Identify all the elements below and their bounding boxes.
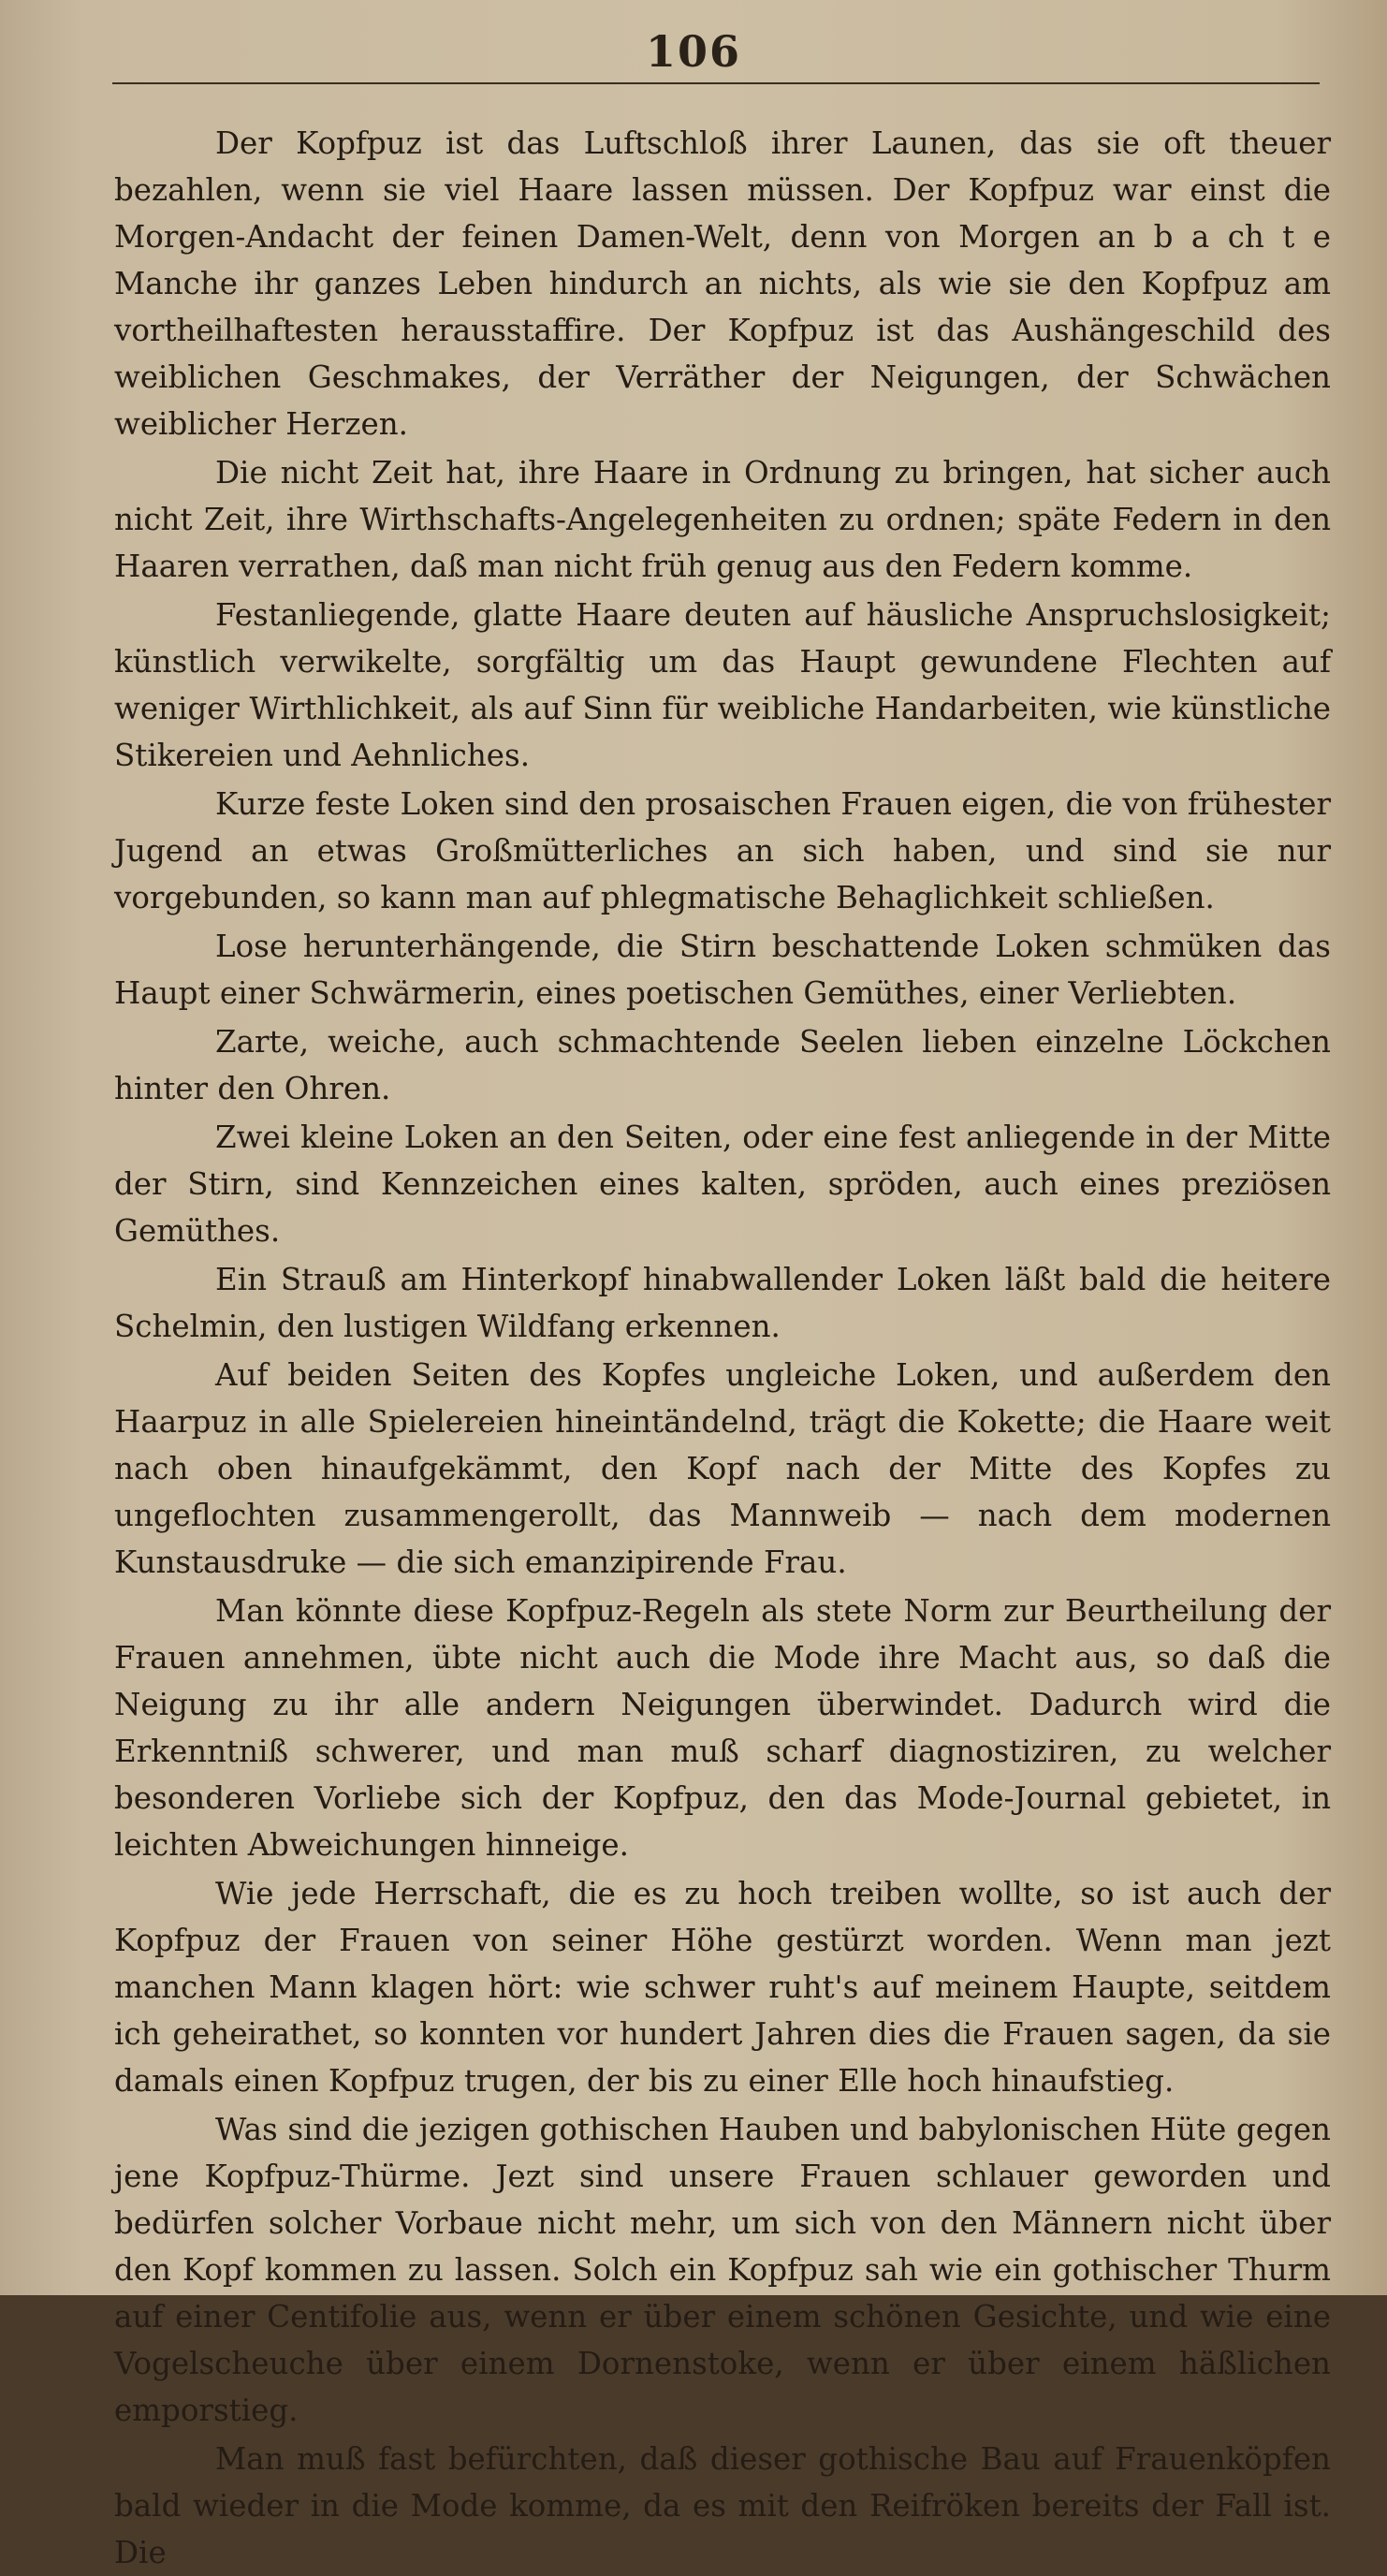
paragraph-10: Man könnte diese Kopfpuz-Regeln als stete Norm zur Beurtheilung der Frauen annehmen, übte nicht auch die Mode ihre Macht aus, so daß die Neigung zu ihr alle andern Neigungen überwindet. Dadurch wird die Erkenntniß schwerer, und man muß scharf diagnostiziren, zu welcher besonderen Vorliebe sich der Kopfpuz, den das Mode-Journal gebietet, in leichten Abweichungen hinneige. (114, 1593, 1331, 1863)
paragraph-5: Lose herunterhängende, die Stirn beschattende Loken schmüken das Haupt einer Schwärmerin, eines poetischen Gemüthes, einer Verliebten. (114, 929, 1331, 1011)
paragraph-2: Die nicht Zeit hat, ihre Haare in Ordnung zu bringen, hat sicher auch nicht Zeit, ihre Wirthschafts-Angelegenheiten zu ordnen; späte Federn in den Haaren verrathen, daß man nicht früh genug aus den Federn komme. (114, 455, 1331, 584)
paragraph-6: Zarte, weiche, auch schmachtende Seelen lieben einzelne Löckchen hinter den Ohren. (114, 1024, 1331, 1106)
body-text (114, 120, 1331, 2576)
paragraph-11: Wie jede Herrschaft, die es zu hoch treiben wollte, so ist auch der Kopfpuz der Frauen von seiner Höhe gestürzt worden. Wenn man jezt manchen Mann klagen hört: wie schwer ruht's auf meinem Haupte, seitdem ich geheirathet, so konnten vor hundert Jahren dies die Frauen sagen, da sie damals einen Kopfpuz trugen, der bis zu einer Elle hoch hinaufstieg. (114, 1876, 1331, 2099)
paragraph-9: Auf beiden Seiten des Kopfes ungleiche Loken, und außerdem den Haarpuz in alle Spielereien hineintändelnd, trägt die Kokette; die Haare weit nach oben hinaufgekämmt, den Kopf nach der Mitte des Kopfes zu ungeflochten zusammengerollt, das Mannweib — nach dem modernen Kunstausdruke — die sich emanzipirende Frau. (114, 1357, 1331, 1580)
paragraph-1: Der Kopfpuz ist das Luftschloß ihrer Launen, das sie oft theuer bezahlen, wenn sie viel Haare lassen müssen. Der Kopfpuz war einst die Morgen-Andacht der feinen Damen-Welt, denn von Morgen an b a ch t e Manche ihr ganzes Leben hindurch an nichts, als wie sie den Kopfpuz am vortheilhaftesten herausstaffire. Der Kopfpuz ist das Aushängeschild des weiblichen Geschmakes, der Verräther der Neigungen, der Schwächen weiblicher Herzen. (114, 125, 1331, 442)
paragraph-3: Festanliegende, glatte Haare deuten auf häusliche Anspruchslosigkeit; künstlich verwikelte, sorgfältig um das Haupt gewundene Flechten auf weniger Wirthlichkeit, als auf Sinn für weibliche Handarbeiten, wie künstliche Stikereien und Aehnliches. (114, 597, 1331, 773)
paragraph-8: Ein Strauß am Hinterkopf hinabwallender Loken läßt bald die heitere Schelmin, den lustigen Wildfang erkennen. (114, 1262, 1331, 1344)
paragraph-12: Was sind die jezigen gothischen Hauben und babylonischen Hüte gegen jene Kopfpuz-Thürme. Jezt sind unsere Frauen schlauer geworden und bedürfen solcher Vorbaue nicht mehr, um sich von den Männern nicht über den Kopf kommen zu lassen. Solch ein Kopfpuz sah wie ein gothischer Thurm auf einer Centifolie aus, wenn er über einem schönen Gesichte, und wie eine Vogelscheuche über einem Dornenstoke, wenn er über einem häßlichen emporstieg. (114, 2112, 1331, 2428)
header-rule (112, 82, 1320, 84)
page-number: 106 (645, 26, 742, 77)
paragraph-7: Zwei kleine Loken an den Seiten, oder eine fest anliegende in der Mitte der Stirn, sind Kennzeichen eines kalten, spröden, auch eines preziösen Gemüthes. (114, 1120, 1331, 1249)
paragraph-4: Kurze feste Loken sind den prosaischen Frauen eigen, die von frühester Jugend an etwas Großmütterliches an sich haben, und sind sie nur vorgebunden, so kann man auf phlegmatische Behaglichkeit schließen. (114, 786, 1331, 915)
paragraph-13: Man muß fast befürchten, daß dieser gothische Bau auf Frauenköpfen bald wieder in die Mode komme, da es mit den Reifröken bereits der Fall ist. Die (114, 2441, 1331, 2570)
